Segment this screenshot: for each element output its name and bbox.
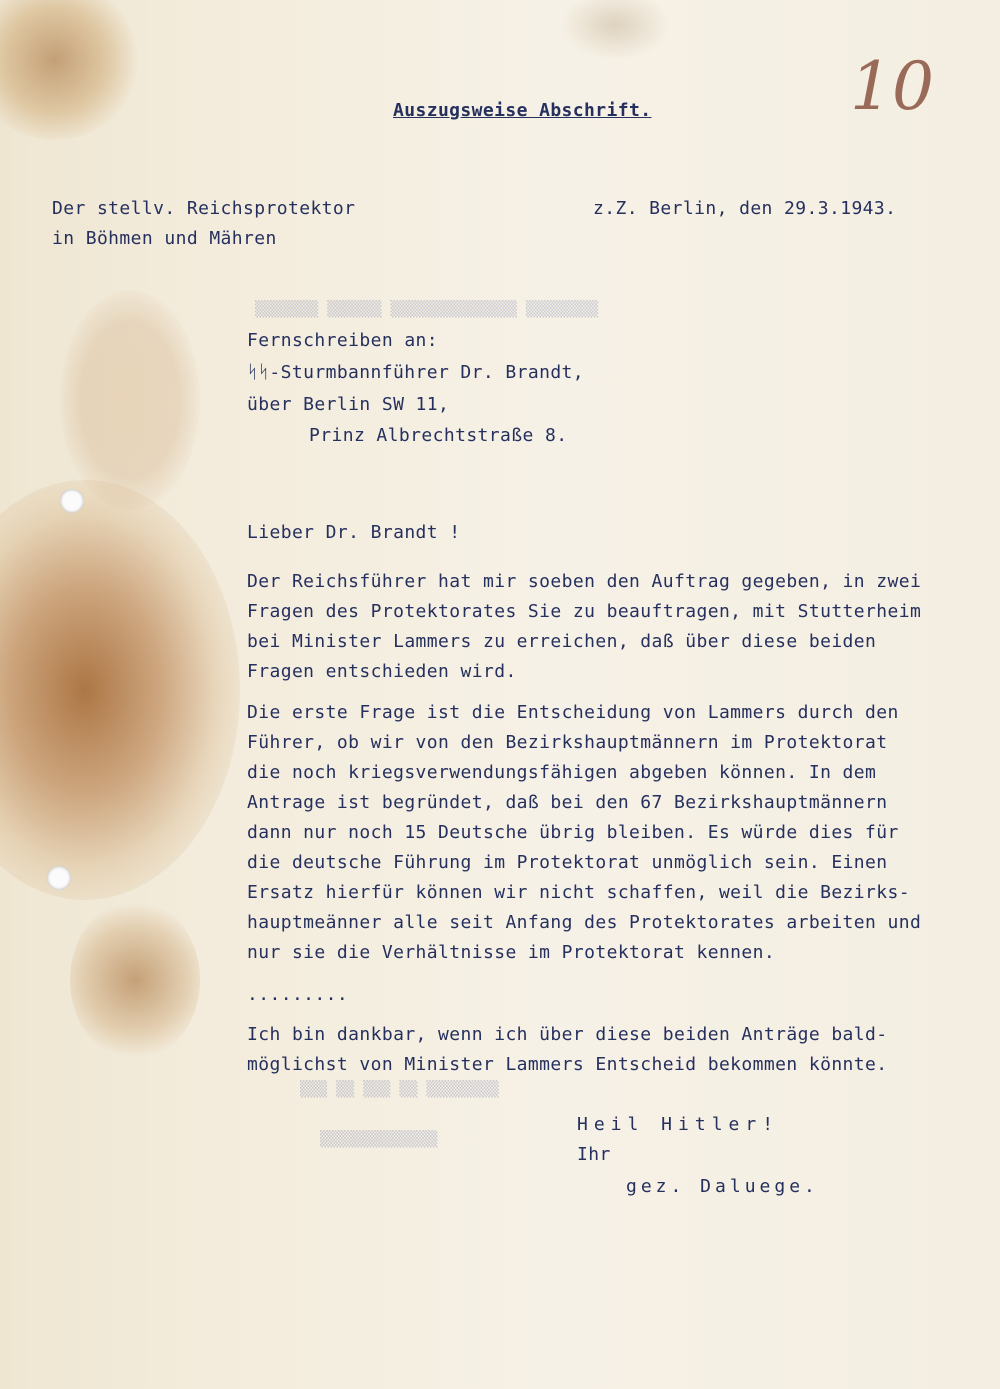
address-line-1: Fernschreiben an: xyxy=(247,330,439,351)
paragraph-1-line: bei Minister Lammers zu erreichen, daß über diese beiden xyxy=(247,631,877,652)
paragraph-2-line: Die erste Frage ist die Entscheidung von Lammers durch den xyxy=(247,702,899,723)
paragraph-1-line: Fragen des Protektorates Sie zu beauftragen, mit Stutterheim xyxy=(247,601,922,622)
stain-left-lower xyxy=(70,900,200,1060)
paragraph-2-line: nur sie die Verhältnisse im Protektorat kennen. xyxy=(247,942,776,963)
stain-left-upper xyxy=(60,290,200,510)
paragraph-2-line: Führer, ob wir von den Bezirkshauptmännern im Protektorat xyxy=(247,732,888,753)
archive-number: 10 xyxy=(850,48,934,125)
place-date: z.Z. Berlin, den 29.3.1943. xyxy=(593,198,897,219)
punch-hole-bottom xyxy=(47,866,71,890)
stain-top-left xyxy=(0,0,140,140)
address-line-3: über Berlin SW 11, xyxy=(247,394,450,415)
bleed-through-text: ▒▒▒▒▒▒▒▒▒▒▒▒▒ xyxy=(320,1130,438,1148)
address-line-2: ᛋᛋ-Sturmbannführer Dr. Brandt, xyxy=(247,362,585,383)
sender-line-1: Der stellv. Reichsprotektor xyxy=(52,198,356,219)
bleed-through-text: ▒▒▒ ▒▒ ▒▒▒ ▒▒ ▒▒▒▒▒▒▒▒ xyxy=(300,1080,499,1098)
sender-line-2: in Böhmen und Mähren xyxy=(52,228,277,249)
paragraph-2-line: Antrage ist begründet, daß bei den 67 Bezirkshauptmännern xyxy=(247,792,888,813)
closing-ihr: Ihr xyxy=(577,1144,611,1165)
address-line-4: Prinz Albrechtstraße 8. xyxy=(309,425,568,446)
stain-top-center xyxy=(560,0,670,60)
closing-greeting: Heil Hitler! xyxy=(577,1114,780,1135)
paragraph-2-line: die deutsche Führung im Protektorat unmöglich sein. Einen xyxy=(247,852,888,873)
paragraph-2-line: dann nur noch 15 Deutsche übrig bleiben. Es würde dies für xyxy=(247,822,899,843)
omission-dots: ......... xyxy=(247,984,349,1005)
paragraph-2-line: Ersatz hierfür können wir nicht schaffen, weil die Bezirks- xyxy=(247,882,910,903)
paragraph-1-line: Der Reichsführer hat mir soeben den Auftrag gegeben, in zwei xyxy=(247,571,922,592)
paragraph-2-line: hauptmeänner alle seit Anfang des Protektorates arbeiten und xyxy=(247,912,922,933)
salutation: Lieber Dr. Brandt ! xyxy=(247,522,461,543)
signature-line: gez. Daluege. xyxy=(626,1176,819,1197)
paragraph-3-line: möglichst von Minister Lammers Entscheid bekommen könnte. xyxy=(247,1054,888,1075)
bleed-through-text: ▒▒▒▒▒▒▒ ▒▒▒▒▒▒ ▒▒▒▒▒▒▒▒▒▒▒▒▒▒ ▒▒▒▒▒▒▒▒ xyxy=(255,300,599,318)
paragraph-1-line: Fragen entschieden wird. xyxy=(247,661,517,682)
paragraph-3-line: Ich bin dankbar, wenn ich über diese beiden Anträge bald- xyxy=(247,1024,888,1045)
paragraph-2-line: die noch kriegsverwendungsfähigen abgeben können. In dem xyxy=(247,762,877,783)
stain-left-middle xyxy=(0,480,240,900)
document-title: Auszugsweise Abschrift. xyxy=(393,100,652,121)
punch-hole-top xyxy=(60,489,84,513)
